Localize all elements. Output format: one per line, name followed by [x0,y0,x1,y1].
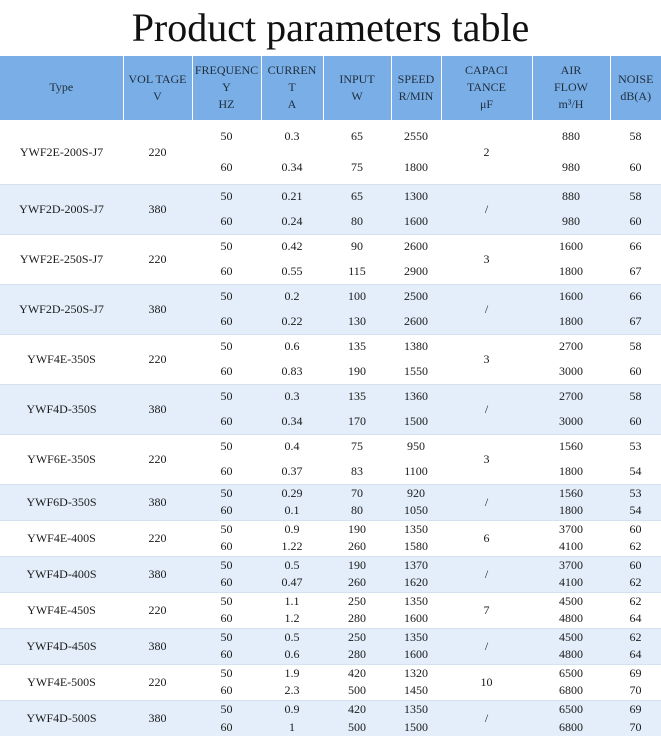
cell-input: 500 [323,682,391,700]
header-line: A [287,97,297,112]
cell-current: 0.37 [261,459,323,484]
cell-capacitance: 3 [441,234,532,284]
cell-airflow: 1800 [532,459,610,484]
cell-frequency: 60 [192,610,261,628]
cell-frequency: 50 [192,628,261,646]
cell-input: 130 [323,309,391,334]
cell-input: 420 [323,664,391,682]
cell-airflow: 3700 [532,520,610,538]
cell-airflow: 4800 [532,646,610,664]
cell-airflow: 1800 [532,502,610,520]
cell-noise: 58 [610,384,661,409]
cell-input: 75 [323,152,391,184]
cell-capacitance: / [441,628,532,664]
cell-frequency: 60 [192,538,261,556]
header-airflow [532,56,610,120]
cell-input: 65 [323,184,391,209]
cell-input: 190 [323,520,391,538]
cell-noise: 66 [610,234,661,259]
cell-current: 0.5 [261,556,323,574]
cell-current: 0.1 [261,502,323,520]
cell-speed: 1600 [391,209,441,234]
cell-speed: 1050 [391,502,441,520]
cell-input: 135 [323,384,391,409]
table-row [0,520,661,538]
cell-capacitance: 3 [441,334,532,384]
table-body [0,120,661,736]
cell-voltage: 220 [123,234,192,284]
cell-frequency: 60 [192,152,261,184]
header-line: AIR [560,63,582,78]
cell-speed: 1380 [391,334,441,359]
cell-input: 260 [323,538,391,556]
cell-current: 2.3 [261,682,323,700]
cell-airflow: 6800 [532,682,610,700]
cell-frequency: 60 [192,502,261,520]
header-row [0,56,661,120]
cell-frequency: 60 [192,682,261,700]
cell-capacitance: 10 [441,664,532,700]
cell-type: YWF4E-400S [0,520,123,556]
cell-input: 250 [323,628,391,646]
cell-noise: 58 [610,334,661,359]
header-input [323,56,391,120]
cell-type: YWF6D-350S [0,484,123,520]
cell-current: 0.6 [261,334,323,359]
cell-noise: 70 [610,682,661,700]
cell-input: 65 [323,120,391,152]
cell-type: YWF4D-400S [0,556,123,592]
cell-frequency: 60 [192,359,261,384]
cell-speed: 1350 [391,520,441,538]
cell-speed: 1500 [391,409,441,434]
cell-current: 0.34 [261,409,323,434]
cell-speed: 1350 [391,592,441,610]
cell-airflow: 4500 [532,592,610,610]
cell-noise: 60 [610,409,661,434]
cell-current: 0.83 [261,359,323,384]
cell-current: 1 [261,718,323,736]
cell-noise: 58 [610,184,661,209]
header-type [0,56,123,120]
cell-current: 0.24 [261,209,323,234]
cell-current: 1.2 [261,610,323,628]
cell-noise: 54 [610,502,661,520]
cell-frequency: 60 [192,209,261,234]
table-row [0,434,661,459]
cell-speed: 1320 [391,664,441,682]
cell-capacitance: 2 [441,120,532,184]
cell-noise: 62 [610,592,661,610]
header-line: Y [222,80,231,95]
cell-input: 70 [323,484,391,502]
cell-speed: 2900 [391,259,441,284]
cell-airflow: 880 [532,120,610,152]
cell-noise: 69 [610,700,661,718]
header-line: V [153,88,162,103]
cell-input: 75 [323,434,391,459]
header-speed [391,56,441,120]
cell-current: 0.42 [261,234,323,259]
cell-speed: 1100 [391,459,441,484]
cell-current: 0.47 [261,574,323,592]
cell-speed: 1360 [391,384,441,409]
cell-speed: 1600 [391,610,441,628]
header-line: NOISE [618,71,654,86]
cell-input: 260 [323,574,391,592]
cell-voltage: 220 [123,592,192,628]
cell-noise: 60 [610,152,661,184]
cell-airflow: 1560 [532,434,610,459]
cell-noise: 69 [610,664,661,682]
cell-type: YWF4D-500S [0,700,123,736]
header-line: FLOW [554,80,588,95]
header-line: FREQUENC [194,63,259,78]
cell-voltage: 380 [123,700,192,736]
cell-frequency: 60 [192,259,261,284]
header-frequency [192,56,261,120]
cell-speed: 920 [391,484,441,502]
cell-current: 1.22 [261,538,323,556]
header-line: CAPACI [465,63,508,78]
cell-current: 0.3 [261,120,323,152]
header-line: T [288,80,296,95]
cell-frequency: 60 [192,646,261,664]
cell-airflow: 4500 [532,628,610,646]
header-line: CURREN [267,63,317,78]
cell-noise: 53 [610,484,661,502]
cell-input: 80 [323,502,391,520]
cell-frequency: 50 [192,384,261,409]
cell-frequency: 50 [192,120,261,152]
cell-frequency: 60 [192,309,261,334]
cell-airflow: 1600 [532,234,610,259]
cell-airflow: 980 [532,152,610,184]
cell-frequency: 50 [192,284,261,309]
cell-current: 1.9 [261,664,323,682]
cell-type: YWF4E-500S [0,664,123,700]
cell-frequency: 60 [192,409,261,434]
cell-noise: 70 [610,718,661,736]
cell-frequency: 50 [192,556,261,574]
cell-input: 80 [323,209,391,234]
cell-voltage: 220 [123,664,192,700]
cell-speed: 1500 [391,718,441,736]
cell-noise: 62 [610,538,661,556]
cell-input: 500 [323,718,391,736]
cell-noise: 60 [610,556,661,574]
cell-noise: 53 [610,434,661,459]
cell-airflow: 4100 [532,574,610,592]
cell-noise: 64 [610,646,661,664]
cell-current: 0.29 [261,484,323,502]
cell-current: 1.1 [261,592,323,610]
cell-airflow: 1800 [532,309,610,334]
cell-speed: 2550 [391,120,441,152]
cell-voltage: 380 [123,184,192,234]
cell-frequency: 50 [192,334,261,359]
header-capacitance [441,56,532,120]
cell-current: 0.55 [261,259,323,284]
cell-type: YWF4E-350S [0,334,123,384]
cell-voltage: 380 [123,284,192,334]
cell-voltage: 220 [123,520,192,556]
table-row [0,334,661,359]
cell-airflow: 2700 [532,384,610,409]
cell-current: 0.34 [261,152,323,184]
cell-frequency: 50 [192,520,261,538]
page-title: Product parameters table [131,5,530,50]
cell-airflow: 1600 [532,284,610,309]
cell-frequency: 50 [192,184,261,209]
cell-airflow: 1560 [532,484,610,502]
cell-current: 0.5 [261,628,323,646]
cell-speed: 1450 [391,682,441,700]
cell-frequency: 50 [192,234,261,259]
cell-type: YWF2D-250S-J7 [0,284,123,334]
cell-input: 280 [323,646,391,664]
table-row [0,284,661,309]
cell-airflow: 6500 [532,700,610,718]
table-row [0,556,661,574]
header-line: TANCE [466,80,507,95]
cell-current: 0.9 [261,520,323,538]
cell-input: 280 [323,610,391,628]
cell-frequency: 60 [192,459,261,484]
cell-speed: 1350 [391,700,441,718]
cell-input: 115 [323,259,391,284]
cell-type: YWF6E-350S [0,434,123,484]
cell-input: 83 [323,459,391,484]
cell-voltage: 220 [123,334,192,384]
cell-noise: 66 [610,284,661,309]
header-line: dB(A) [620,88,652,103]
cell-capacitance: 3 [441,434,532,484]
cell-speed: 1580 [391,538,441,556]
cell-airflow: 2700 [532,334,610,359]
cell-voltage: 380 [123,556,192,592]
cell-noise: 58 [610,120,661,152]
cell-type: YWF4E-450S [0,592,123,628]
table-row [0,184,661,209]
cell-airflow: 3000 [532,359,610,384]
cell-frequency: 50 [192,700,261,718]
cell-type: YWF2D-200S-J7 [0,184,123,234]
cell-frequency: 50 [192,592,261,610]
cell-frequency: 50 [192,664,261,682]
cell-noise: 60 [610,520,661,538]
cell-airflow: 6500 [532,664,610,682]
cell-voltage: 380 [123,628,192,664]
header-line: SPEED [397,71,435,86]
cell-airflow: 3700 [532,556,610,574]
header-line: VOL TAGE [128,71,187,86]
cell-capacitance: / [441,556,532,592]
cell-input: 135 [323,334,391,359]
cell-speed: 2600 [391,234,441,259]
header-noise [610,56,661,120]
cell-speed: 1350 [391,628,441,646]
table-row [0,628,661,646]
cell-capacitance: / [441,284,532,334]
table-row [0,592,661,610]
cell-noise: 64 [610,610,661,628]
table-row [0,234,661,259]
cell-speed: 1370 [391,556,441,574]
cell-frequency: 60 [192,574,261,592]
table-row [0,384,661,409]
cell-current: 0.4 [261,434,323,459]
cell-speed: 2600 [391,309,441,334]
cell-input: 190 [323,556,391,574]
cell-input: 250 [323,592,391,610]
cell-current: 0.6 [261,646,323,664]
cell-input: 100 [323,284,391,309]
cell-voltage: 220 [123,434,192,484]
cell-current: 0.3 [261,384,323,409]
header-line: INPUT [339,71,375,86]
cell-speed: 1620 [391,574,441,592]
cell-airflow: 4100 [532,538,610,556]
cell-input: 170 [323,409,391,434]
cell-noise: 67 [610,259,661,284]
header-current [261,56,323,120]
cell-input: 420 [323,700,391,718]
cell-capacitance: / [441,384,532,434]
cell-airflow: 6800 [532,718,610,736]
cell-noise: 60 [610,209,661,234]
cell-input: 190 [323,359,391,384]
header-line: HZ [218,97,235,112]
cell-type: YWF2E-200S-J7 [0,120,123,184]
cell-current: 0.9 [261,700,323,718]
cell-speed: 950 [391,434,441,459]
cell-capacitance: 6 [441,520,532,556]
cell-speed: 2500 [391,284,441,309]
cell-input: 90 [323,234,391,259]
cell-airflow: 980 [532,209,610,234]
header-line: μF [479,97,494,112]
cell-capacitance: / [441,184,532,234]
cell-type: YWF4D-450S [0,628,123,664]
table-row [0,700,661,718]
cell-noise: 54 [610,459,661,484]
cell-capacitance: 7 [441,592,532,628]
header-line: W [351,88,363,103]
cell-noise: 67 [610,309,661,334]
parameters-table [0,56,661,736]
table-row [0,120,661,152]
cell-noise: 62 [610,574,661,592]
cell-noise: 62 [610,628,661,646]
cell-voltage: 380 [123,484,192,520]
header-line: m³/H [558,97,584,112]
cell-capacitance: / [441,700,532,736]
cell-speed: 1600 [391,646,441,664]
header-voltage [123,56,192,120]
cell-current: 0.21 [261,184,323,209]
cell-airflow: 1800 [532,259,610,284]
cell-voltage: 380 [123,384,192,434]
cell-capacitance: / [441,484,532,520]
cell-type: YWF2E-250S-J7 [0,234,123,284]
header-line: Type [49,80,74,95]
cell-speed: 1300 [391,184,441,209]
cell-speed: 1800 [391,152,441,184]
table-row [0,484,661,502]
cell-type: YWF4D-350S [0,384,123,434]
cell-current: 0.2 [261,284,323,309]
cell-airflow: 4800 [532,610,610,628]
cell-frequency: 50 [192,434,261,459]
cell-noise: 60 [610,359,661,384]
cell-frequency: 50 [192,484,261,502]
cell-current: 0.22 [261,309,323,334]
cell-voltage: 220 [123,120,192,184]
cell-airflow: 880 [532,184,610,209]
cell-airflow: 3000 [532,409,610,434]
cell-speed: 1550 [391,359,441,384]
table-row [0,664,661,682]
header-line: R/MIN [398,88,434,103]
cell-frequency: 60 [192,718,261,736]
